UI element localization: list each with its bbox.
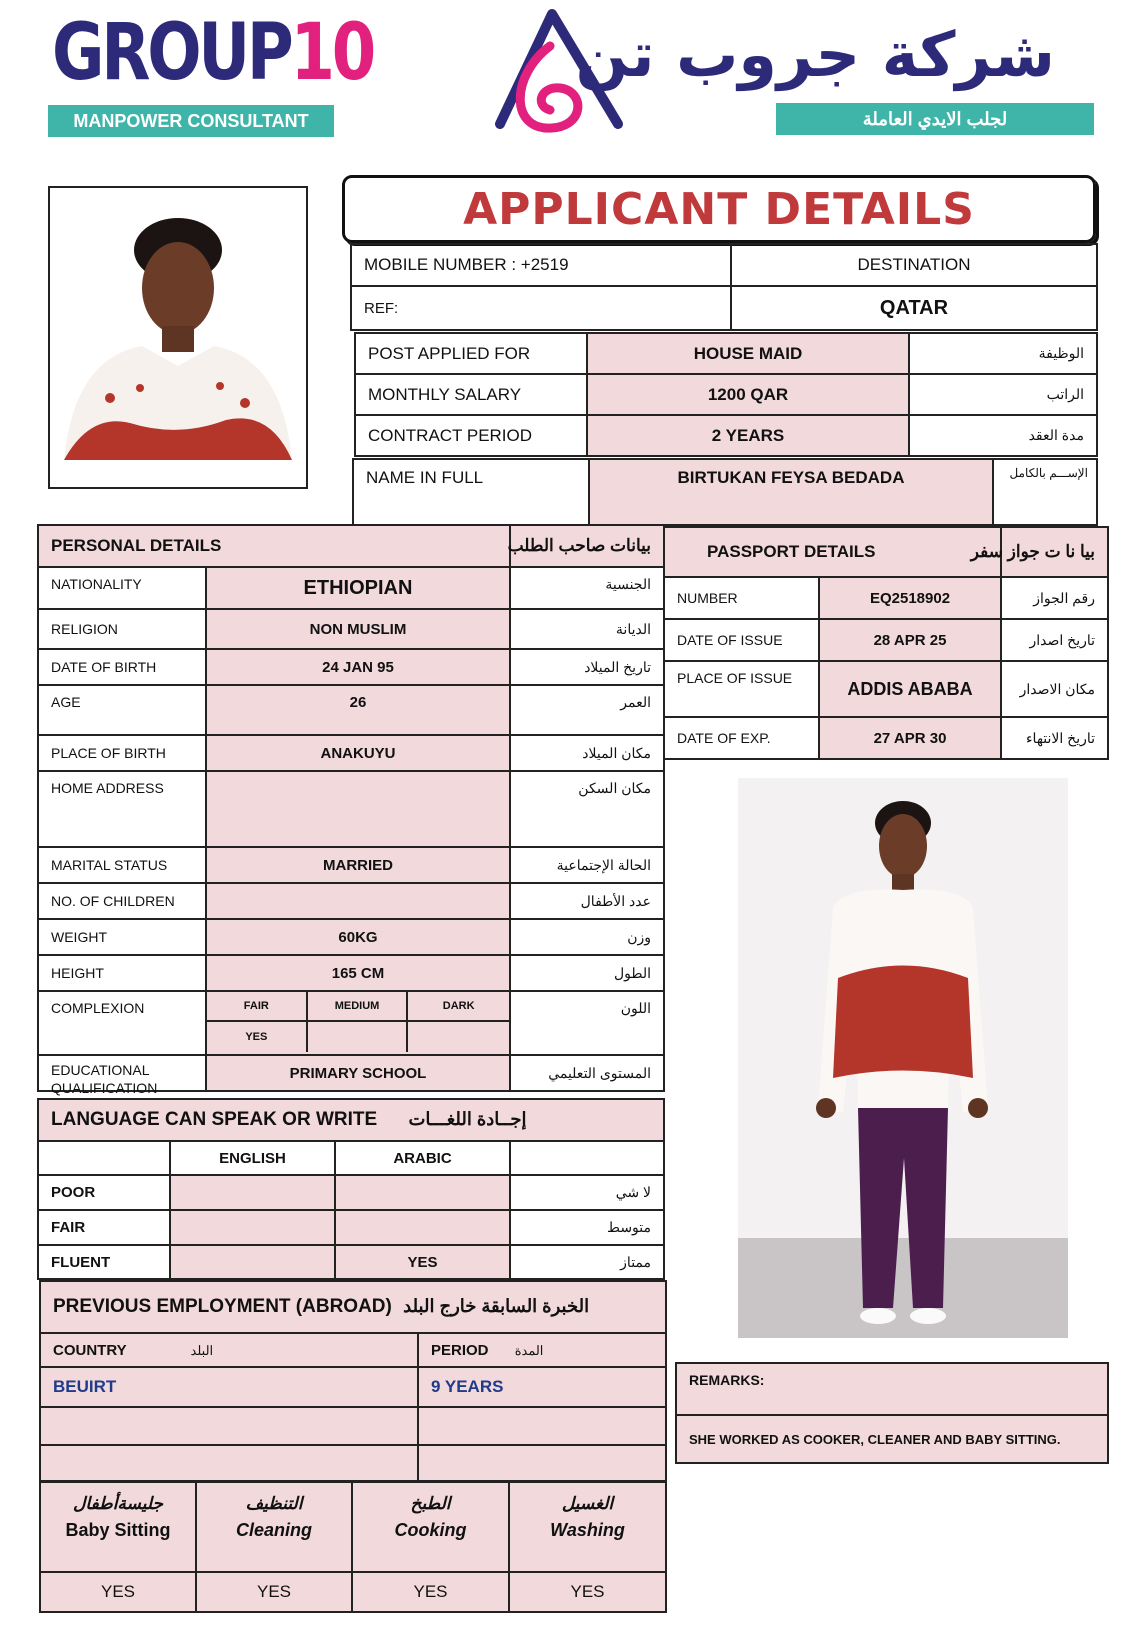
skill-washing-en: Washing — [550, 1519, 625, 1540]
education-ar: المستوى التعليمي — [510, 1055, 664, 1091]
skill-cooking — [352, 1482, 509, 1572]
applicant-photo-full-body — [738, 778, 1068, 1338]
language-ar-corner — [510, 1141, 664, 1175]
employment-country-value: BEUIRT — [40, 1367, 418, 1407]
place-of-birth-label: PLACE OF BIRTH — [38, 735, 206, 771]
period-label-ar: المدة — [514, 1342, 544, 1358]
weight-value: 60KG — [206, 919, 510, 955]
post-applied-label: POST APPLIED FOR — [355, 333, 587, 374]
employment-heading — [40, 1281, 666, 1333]
skill-washing-ar: الغسيل — [561, 1494, 614, 1513]
complexion-medium: MEDIUM — [308, 992, 409, 1022]
height-value: 165 CM — [206, 955, 510, 991]
education-label-text: EDUCATIONAL QUALIFICATION — [51, 1062, 158, 1096]
nationality-label: NATIONALITY — [38, 567, 206, 609]
skill-cooking-en: Cooking — [394, 1519, 467, 1540]
expiry-date-value: 27 APR 30 — [819, 717, 1001, 759]
education-value: PRIMARY SCHOOL — [206, 1055, 510, 1091]
home-address-ar: مكان السكن — [510, 771, 664, 847]
skill-cleaning-en: Cleaning — [235, 1519, 312, 1540]
children-label: NO. OF CHILDREN — [38, 883, 206, 919]
personal-details-heading: PERSONAL DETAILS — [38, 525, 510, 567]
nationality-ar: الجنسية — [510, 567, 664, 609]
passport-number-ar: رقم الجواز — [1001, 577, 1108, 619]
complexion-dark-value — [408, 1022, 509, 1052]
education-label — [38, 1055, 206, 1096]
children-value — [206, 883, 510, 919]
religion-ar: الديانة — [510, 609, 664, 649]
employment-period-empty-2 — [418, 1445, 666, 1481]
post-applied-value: HOUSE MAID — [587, 333, 909, 374]
employment-country-empty-2 — [40, 1445, 418, 1481]
issue-date-ar: تاريخ اصدار — [1001, 619, 1108, 661]
arabic-fluent: YES — [335, 1245, 510, 1279]
age-value: 26 — [206, 685, 510, 735]
complexion-medium-value — [308, 1022, 409, 1052]
language-corner-cell — [38, 1141, 170, 1175]
destination-value: QATAR — [731, 286, 1097, 330]
skill-baby-sitting-ar: جليسةأطفال — [73, 1494, 163, 1513]
place-of-birth-ar: مكان الميلاد — [510, 735, 664, 771]
children-ar: عدد الأطفال — [510, 883, 664, 919]
language-heading — [38, 1099, 664, 1141]
arabic-banner: لجلب الايدي العاملة — [776, 103, 1094, 135]
language-fair-ar: متوسط — [510, 1210, 664, 1245]
marital-status-value: MARRIED — [206, 847, 510, 883]
passport-number-value: EQ2518902 — [819, 577, 1001, 619]
skill-baby-sitting — [40, 1482, 196, 1572]
remarks-label: REMARKS: — [676, 1363, 1108, 1415]
age-label: AGE — [38, 685, 206, 735]
employment-table — [39, 1280, 667, 1482]
skill-cleaning-ar: التنظيف — [245, 1494, 303, 1513]
issue-date-label: DATE OF ISSUE — [664, 619, 819, 661]
dob-label: DATE OF BIRTH — [38, 649, 206, 685]
employment-period-value: 9 YEARS — [418, 1367, 666, 1407]
complexion-fair-value: YES — [207, 1022, 308, 1052]
manpower-banner: MANPOWER CONSULTANT — [48, 105, 334, 137]
issue-place-ar: مكان الاصدار — [1001, 661, 1108, 717]
arabic-brand-name: شركة جروب تن — [575, 18, 1055, 91]
complexion-label: COMPLEXION — [38, 991, 206, 1055]
applicant-photo-portrait — [48, 186, 308, 489]
post-applied-ar: الوظيفة — [909, 333, 1097, 374]
skill-cleaning — [196, 1482, 352, 1572]
expiry-date-label: DATE OF EXP. — [664, 717, 819, 759]
age-ar: العمر — [510, 685, 664, 735]
arabic-fair — [335, 1210, 510, 1245]
skill-baby-sitting-en: Baby Sitting — [65, 1519, 171, 1540]
dob-value: 24 JAN 95 — [206, 649, 510, 685]
religion-label: RELIGION — [38, 609, 206, 649]
contract-period-label: CONTRACT PERIOD — [355, 415, 587, 456]
english-fair — [170, 1210, 335, 1245]
marital-status-ar: الحالة الإجتماعية — [510, 847, 664, 883]
skill-baby-sitting-value: YES — [40, 1572, 196, 1612]
monthly-salary-ar: الراتب — [909, 374, 1097, 415]
applicant-details-title-box — [342, 175, 1096, 243]
ref-label: REF: — [351, 286, 731, 330]
issue-date-value: 28 APR 25 — [819, 619, 1001, 661]
page-title: APPLICANT DETAILS — [463, 183, 975, 235]
dob-ar: تاريخ الميلاد — [510, 649, 664, 685]
employment-country-empty-1 — [40, 1407, 418, 1445]
issue-place-label: PLACE OF ISSUE — [664, 661, 819, 717]
name-ar: الإســـم بالكامل — [993, 459, 1097, 525]
marital-status-label: MARITAL STATUS — [38, 847, 206, 883]
period-header — [418, 1333, 666, 1367]
language-level-fair: FAIR — [38, 1210, 170, 1245]
brand-main-text: GROUP — [52, 8, 291, 98]
employment-heading-text: PREVIOUS EMPLOYMENT (ABROAD) — [53, 1296, 392, 1317]
language-level-fluent: FLUENT — [38, 1245, 170, 1279]
language-level-poor: POOR — [38, 1175, 170, 1210]
contract-period-ar: مدة العقد — [909, 415, 1097, 456]
expiry-date-ar: تاريخ الانتهاء — [1001, 717, 1108, 759]
remarks-text: SHE WORKED AS COOKER, CLEANER AND BABY SITTING. — [676, 1415, 1108, 1463]
home-address-value — [206, 771, 510, 847]
height-ar: الطول — [510, 955, 664, 991]
arabic-poor — [335, 1175, 510, 1210]
complexion-ar: اللون — [510, 991, 664, 1055]
contact-table — [350, 243, 1098, 331]
language-heading-ar: إجــادة اللغـــات — [408, 1109, 527, 1129]
skill-washing-value: YES — [509, 1572, 666, 1612]
place-of-birth-value: ANAKUYU — [206, 735, 510, 771]
complexion-fair: FAIR — [207, 992, 308, 1022]
name-label: NAME IN FULL — [353, 459, 589, 525]
passport-table — [663, 526, 1109, 760]
country-label: COUNTRY — [53, 1341, 127, 1359]
passport-number-label: NUMBER — [664, 577, 819, 619]
skills-table — [39, 1481, 667, 1613]
brand-number-text: 10 — [290, 8, 373, 98]
group10-logo — [52, 8, 373, 98]
monthly-salary-label: MONTHLY SALARY — [355, 374, 587, 415]
employment-heading-ar: الخبرة السابقة خارج البلد — [403, 1296, 590, 1316]
skill-cooking-value: YES — [352, 1572, 509, 1612]
language-table — [37, 1098, 665, 1280]
skill-cooking-ar: الطبخ — [410, 1494, 451, 1513]
english-poor — [170, 1175, 335, 1210]
language-heading-text: LANGUAGE CAN SPEAK OR WRITE — [51, 1109, 378, 1130]
nationality-value: ETHIOPIAN — [206, 567, 510, 609]
complexion-dark: DARK — [408, 992, 509, 1022]
job-table — [354, 332, 1098, 457]
language-fluent-ar: ممتاز — [510, 1245, 664, 1279]
religion-value: NON MUSLIM — [206, 609, 510, 649]
height-label: HEIGHT — [38, 955, 206, 991]
skill-cleaning-value: YES — [196, 1572, 352, 1612]
personal-details-table — [37, 524, 665, 1096]
country-label-ar: البلد — [190, 1342, 214, 1358]
arabic-heading: ARABIC — [335, 1141, 510, 1175]
passport-heading: PASSPORT DETAILS — [664, 527, 1001, 577]
contract-period-value: 2 YEARS — [587, 415, 909, 456]
complexion-grid — [206, 991, 510, 1055]
period-label: PERIOD — [431, 1341, 489, 1359]
destination-label: DESTINATION — [731, 244, 1097, 286]
remarks-table — [675, 1362, 1109, 1464]
employment-period-empty-1 — [418, 1407, 666, 1445]
name-table — [352, 458, 1098, 526]
home-address-label: HOME ADDRESS — [38, 771, 206, 847]
country-header — [40, 1333, 418, 1367]
weight-ar: وزن — [510, 919, 664, 955]
passport-heading-ar: بيا نا ت جواز سفر — [1001, 527, 1108, 577]
language-poor-ar: لا شي — [510, 1175, 664, 1210]
weight-label: WEIGHT — [38, 919, 206, 955]
monthly-salary-value: 1200 QAR — [587, 374, 909, 415]
personal-details-heading-ar: بيانات صاحب الطلب — [510, 525, 664, 567]
name-value: BIRTUKAN FEYSA BEDADA — [589, 459, 993, 525]
mobile-number: MOBILE NUMBER : +2519 — [351, 244, 731, 286]
english-heading: ENGLISH — [170, 1141, 335, 1175]
english-fluent — [170, 1245, 335, 1279]
issue-place-value: ADDIS ABABA — [819, 661, 1001, 717]
skill-washing — [509, 1482, 666, 1572]
